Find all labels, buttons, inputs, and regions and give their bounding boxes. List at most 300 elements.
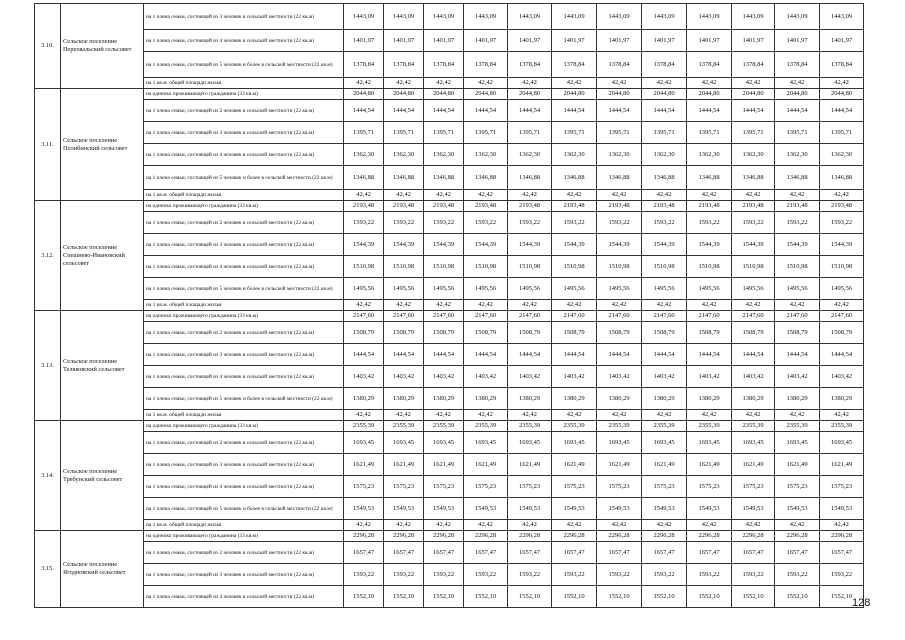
table-row [35, 234, 864, 256]
cost-value-cell: 42,42 [687, 410, 732, 421]
cost-value-cell: 42,42 [732, 410, 775, 421]
cost-value-cell: 2193,48 [464, 201, 508, 212]
cost-value-cell: 1657,47 [775, 542, 820, 564]
cost-value-cell: 1510,98 [687, 256, 732, 278]
norm-description: на 1 члена семьи, состоящей из 5 человек и более в сельской местности (22 кв.м) [144, 388, 344, 410]
cost-value-cell: 2296,28 [732, 531, 775, 542]
cost-value-cell: 1401,97 [464, 30, 508, 52]
cost-value-cell: 2147,60 [344, 311, 384, 322]
cost-value-cell: 1552,10 [642, 586, 687, 608]
cost-value-cell: 1575,23 [508, 476, 552, 498]
cost-value-cell: 1495,56 [344, 278, 384, 300]
cost-value-cell: 1380,29 [508, 388, 552, 410]
norm-description: на 1 кв.м. общей площади жилья [144, 300, 344, 311]
table-row [35, 144, 864, 166]
cost-value-cell: 1362,30 [597, 144, 642, 166]
norm-description: на 1 члена семьи, состоящей из 4 человек в сельской местности (22 кв.м) [144, 30, 344, 52]
table-row [35, 520, 864, 531]
cost-value-cell: 1444,54 [552, 100, 597, 122]
cost-value-cell: 1657,47 [642, 542, 687, 564]
cost-value-cell: 1657,47 [464, 542, 508, 564]
cost-value-cell: 1508,79 [508, 322, 552, 344]
cost-value-cell: 1395,71 [424, 122, 464, 144]
cost-value-cell: 1395,71 [464, 122, 508, 144]
norm-description: на 1 члена семьи, состоящей из 2 человек в сельской местности (22 кв.м) [144, 322, 344, 344]
cost-value-cell: 1544,39 [424, 234, 464, 256]
cost-value-cell: 42,42 [508, 190, 552, 201]
cost-value-cell: 1575,23 [597, 476, 642, 498]
cost-value-cell: 1378,84 [464, 52, 508, 78]
cost-value-cell: 42,42 [464, 190, 508, 201]
cost-value-cell: 1444,54 [344, 344, 384, 366]
cost-value-cell: 2355,39 [775, 421, 820, 432]
cost-value-cell: 1444,54 [384, 100, 424, 122]
cost-value-cell: 1444,54 [732, 100, 775, 122]
norm-description: на 1 члена семьи, состоящей из 3 человек в сельской местности (22 кв.м) [144, 4, 344, 30]
cost-value-cell: 1401,97 [642, 30, 687, 52]
cost-value-cell: 2044,80 [687, 89, 732, 100]
cost-value-cell: 1495,56 [464, 278, 508, 300]
cost-value-cell: 42,42 [424, 520, 464, 531]
row-number: 3.13. [35, 311, 61, 421]
cost-value-cell: 1575,23 [687, 476, 732, 498]
cost-value-cell: 1544,39 [344, 234, 384, 256]
cost-value-cell: 2147,60 [508, 311, 552, 322]
cost-value-cell: 1380,29 [552, 388, 597, 410]
cost-value-cell: 2044,80 [464, 89, 508, 100]
cost-value-cell: 2044,80 [384, 89, 424, 100]
cost-value-cell: 1593,22 [820, 564, 864, 586]
cost-value-cell: 42,42 [597, 410, 642, 421]
cost-value-cell: 1575,23 [820, 476, 864, 498]
cost-value-cell: 42,42 [384, 190, 424, 201]
cost-value-cell: 1401,97 [508, 30, 552, 52]
cost-value-cell: 42,42 [424, 410, 464, 421]
cost-value-cell: 42,42 [552, 78, 597, 89]
cost-value-cell: 1544,39 [732, 234, 775, 256]
cost-value-cell: 1378,84 [552, 52, 597, 78]
cost-value-cell: 1380,29 [642, 388, 687, 410]
cost-value-cell: 1362,30 [424, 144, 464, 166]
cost-value-cell: 1380,29 [384, 388, 424, 410]
cost-value-cell: 1444,54 [597, 100, 642, 122]
cost-value-cell: 42,42 [597, 78, 642, 89]
cost-value-cell: 1657,47 [820, 542, 864, 564]
cost-value-cell: 1346,88 [424, 166, 464, 190]
cost-value-cell: 1621,49 [642, 454, 687, 476]
cost-value-cell: 42,42 [508, 300, 552, 311]
cost-value-cell: 2355,39 [344, 421, 384, 432]
table-row [35, 322, 864, 344]
cost-value-cell: 1593,22 [597, 564, 642, 586]
cost-value-cell: 1403,42 [508, 366, 552, 388]
cost-value-cell: 1403,42 [464, 366, 508, 388]
cost-value-cell: 1593,22 [384, 212, 424, 234]
cost-value-cell: 2147,60 [464, 311, 508, 322]
cost-value-cell: 1593,22 [344, 564, 384, 586]
cost-value-cell: 1544,39 [597, 234, 642, 256]
cost-value-cell: 1544,39 [464, 234, 508, 256]
cost-value-cell: 1401,97 [552, 30, 597, 52]
cost-value-cell: 1395,71 [732, 122, 775, 144]
table-row [35, 122, 864, 144]
cost-value-cell: 1552,10 [508, 586, 552, 608]
row-number: 3.15. [35, 531, 61, 608]
cost-value-cell: 1693,45 [732, 432, 775, 454]
cost-value-cell: 1380,29 [775, 388, 820, 410]
norm-description: на 1 кв.м. общей площади жилья [144, 190, 344, 201]
cost-value-cell: 1495,56 [597, 278, 642, 300]
cost-value-cell: 1508,79 [597, 322, 642, 344]
cost-value-cell: 1508,79 [642, 322, 687, 344]
cost-value-cell: 1510,98 [552, 256, 597, 278]
cost-value-cell: 2296,28 [597, 531, 642, 542]
cost-value-cell: 1495,56 [687, 278, 732, 300]
table-row [35, 300, 864, 311]
cost-value-cell: 1346,88 [464, 166, 508, 190]
cost-value-cell: 1444,54 [508, 100, 552, 122]
cost-value-cell: 1403,42 [424, 366, 464, 388]
table-row [35, 432, 864, 454]
cost-value-cell: 1575,23 [552, 476, 597, 498]
cost-value-cell: 1495,56 [820, 278, 864, 300]
cost-value-cell: 1593,22 [508, 212, 552, 234]
cost-value-cell: 1544,39 [642, 234, 687, 256]
cost-value-cell: 2044,80 [424, 89, 464, 100]
cost-value-cell: 1495,56 [508, 278, 552, 300]
norm-description: на 1 кв.м. общей площади жилья [144, 520, 344, 531]
cost-value-cell: 1510,98 [732, 256, 775, 278]
cost-value-cell: 1444,54 [775, 100, 820, 122]
norm-description: на одиноко проживающего гражданина (33 кв.м) [144, 421, 344, 432]
table-row [35, 454, 864, 476]
table-row [35, 498, 864, 520]
cost-value-cell: 2355,39 [424, 421, 464, 432]
table-row [35, 89, 864, 100]
cost-value-cell: 1346,88 [775, 166, 820, 190]
cost-value-cell: 1403,42 [344, 366, 384, 388]
cost-value-cell: 42,42 [508, 78, 552, 89]
cost-value-cell: 1444,54 [424, 100, 464, 122]
table-row [35, 531, 864, 542]
cost-value-cell: 1403,42 [687, 366, 732, 388]
cost-value-cell: 42,42 [464, 78, 508, 89]
cost-value-cell: 1395,71 [344, 122, 384, 144]
cost-value-cell: 1508,79 [820, 322, 864, 344]
row-number: 3.12. [35, 201, 61, 311]
row-number: 3.14. [35, 421, 61, 531]
cost-value-cell: 42,42 [775, 190, 820, 201]
cost-value-cell: 1495,56 [424, 278, 464, 300]
cost-value-cell: 1552,10 [732, 586, 775, 608]
table-row [35, 166, 864, 190]
cost-value-cell: 1362,30 [732, 144, 775, 166]
cost-value-cell: 2147,60 [424, 311, 464, 322]
settlement-name: Сельское поселение Требунский сельсовет [61, 421, 144, 531]
cost-value-cell: 1552,10 [820, 586, 864, 608]
cost-value-cell: 1378,84 [424, 52, 464, 78]
cost-value-cell: 2193,48 [552, 201, 597, 212]
cost-value-cell: 2355,39 [384, 421, 424, 432]
cost-value-cell: 1621,49 [424, 454, 464, 476]
cost-value-cell: 2193,48 [642, 201, 687, 212]
cost-value-cell: 1657,47 [424, 542, 464, 564]
cost-value-cell: 42,42 [384, 300, 424, 311]
table-row [35, 476, 864, 498]
cost-value-cell: 1549,53 [820, 498, 864, 520]
cost-value-cell: 2147,60 [642, 311, 687, 322]
cost-value-cell: 1593,22 [732, 564, 775, 586]
cost-value-cell: 1544,39 [508, 234, 552, 256]
cost-value-cell: 2296,28 [424, 531, 464, 542]
norm-description: на 1 члена семьи, состоящей из 3 человек в сельской местности (22 кв.м) [144, 564, 344, 586]
cost-value-cell: 42,42 [775, 410, 820, 421]
cost-value-cell: 1510,98 [424, 256, 464, 278]
cost-value-cell: 42,42 [464, 410, 508, 421]
cost-value-cell: 1380,29 [424, 388, 464, 410]
cost-value-cell: 42,42 [732, 190, 775, 201]
cost-value-cell: 42,42 [775, 78, 820, 89]
cost-value-cell: 42,42 [687, 78, 732, 89]
cost-value-cell: 42,42 [642, 520, 687, 531]
cost-value-cell: 2044,80 [820, 89, 864, 100]
norm-description: на одиноко проживающего гражданина (33 кв.м) [144, 201, 344, 212]
cost-value-cell: 2193,48 [820, 201, 864, 212]
cost-value-cell: 1552,10 [464, 586, 508, 608]
cost-value-cell: 1443,09 [508, 4, 552, 30]
cost-value-cell: 1362,30 [642, 144, 687, 166]
cost-value-cell: 2296,28 [508, 531, 552, 542]
cost-value-cell: 1403,42 [384, 366, 424, 388]
cost-value-cell: 1575,23 [424, 476, 464, 498]
norm-description: на 1 члена семьи, состоящей из 5 человек и более в сельской местности (22 кв.м) [144, 278, 344, 300]
cost-value-cell: 1621,49 [508, 454, 552, 476]
table-row [35, 78, 864, 89]
table-row [35, 190, 864, 201]
cost-value-cell: 1395,71 [552, 122, 597, 144]
table-row [35, 30, 864, 52]
cost-value-cell: 1380,29 [687, 388, 732, 410]
cost-value-cell: 1401,97 [775, 30, 820, 52]
cost-value-cell: 1657,47 [344, 542, 384, 564]
cost-value-cell: 1549,53 [642, 498, 687, 520]
page-number: 128 [852, 597, 871, 609]
cost-value-cell: 1552,10 [687, 586, 732, 608]
cost-value-cell: 42,42 [642, 300, 687, 311]
cost-value-cell: 1510,98 [775, 256, 820, 278]
cost-value-cell: 2296,28 [464, 531, 508, 542]
cost-value-cell: 1362,30 [344, 144, 384, 166]
cost-value-cell: 42,42 [775, 300, 820, 311]
cost-value-cell: 1378,84 [820, 52, 864, 78]
cost-value-cell: 1552,10 [344, 586, 384, 608]
cost-value-cell: 1443,09 [384, 4, 424, 30]
cost-value-cell: 1380,29 [820, 388, 864, 410]
cost-value-cell: 1395,71 [642, 122, 687, 144]
cost-value-cell: 1657,47 [597, 542, 642, 564]
cost-value-cell: 42,42 [820, 520, 864, 531]
cost-value-cell: 1549,53 [597, 498, 642, 520]
table-row [35, 388, 864, 410]
cost-value-cell: 2147,60 [775, 311, 820, 322]
cost-value-cell: 1495,56 [732, 278, 775, 300]
cost-value-cell: 1549,53 [508, 498, 552, 520]
cost-value-cell: 42,42 [732, 78, 775, 89]
cost-value-cell: 2355,39 [820, 421, 864, 432]
cost-value-cell: 1510,98 [642, 256, 687, 278]
cost-value-cell: 1346,88 [552, 166, 597, 190]
cost-value-cell: 1443,09 [464, 4, 508, 30]
norm-description: на 1 члена семьи, состоящей из 4 человек в сельской местности (22 кв.м) [144, 144, 344, 166]
cost-value-cell: 1395,71 [775, 122, 820, 144]
cost-value-cell: 1495,56 [775, 278, 820, 300]
table-row [35, 201, 864, 212]
cost-value-cell: 1403,42 [597, 366, 642, 388]
settlement-name: Сельское поселение Перехвальский сельсовет [61, 4, 144, 89]
table-row [35, 410, 864, 421]
cost-value-cell: 2296,28 [344, 531, 384, 542]
cost-value-cell: 2296,28 [642, 531, 687, 542]
cost-value-cell: 2044,80 [775, 89, 820, 100]
cost-value-cell: 1378,84 [687, 52, 732, 78]
cost-value-cell: 1552,10 [384, 586, 424, 608]
cost-value-cell: 1593,22 [687, 564, 732, 586]
cost-value-cell: 2044,80 [552, 89, 597, 100]
cost-value-cell: 1401,97 [732, 30, 775, 52]
cost-value-cell: 2193,48 [597, 201, 642, 212]
cost-value-cell: 42,42 [642, 190, 687, 201]
cost-value-cell: 1508,79 [464, 322, 508, 344]
cost-value-cell: 1443,09 [344, 4, 384, 30]
cost-value-cell: 1510,98 [384, 256, 424, 278]
cost-value-cell: 1403,42 [552, 366, 597, 388]
cost-value-cell: 1510,98 [597, 256, 642, 278]
cost-value-cell: 1575,23 [464, 476, 508, 498]
cost-value-cell: 1380,29 [464, 388, 508, 410]
cost-value-cell: 1593,22 [642, 564, 687, 586]
table-row [35, 278, 864, 300]
cost-value-cell: 1495,56 [642, 278, 687, 300]
norm-description: на 1 члена семьи, состоящей из 5 человек и более в сельской местности (22 кв.м) [144, 498, 344, 520]
norm-description: на 1 члена семьи, состоящей из 5 человек и более в сельской местности (22 кв.м) [144, 52, 344, 78]
cost-value-cell: 42,42 [732, 300, 775, 311]
norm-description: на 1 члена семьи, состоящей из 2 человек в сельской местности (22 кв.м) [144, 100, 344, 122]
cost-value-cell: 1621,49 [597, 454, 642, 476]
cost-value-cell: 1346,88 [597, 166, 642, 190]
cost-value-cell: 1552,10 [552, 586, 597, 608]
norm-description: на 1 члена семьи, состоящей из 3 человек в сельской местности (22 кв.м) [144, 454, 344, 476]
settlement-name: Сельское поселение Теляковский сельсовет [61, 311, 144, 421]
cost-value-cell: 2193,48 [775, 201, 820, 212]
cost-value-cell: 1621,49 [732, 454, 775, 476]
cost-value-cell: 1403,42 [775, 366, 820, 388]
cost-value-cell: 1443,09 [552, 4, 597, 30]
cost-value-cell: 1657,47 [508, 542, 552, 564]
cost-value-cell: 42,42 [344, 520, 384, 531]
cost-value-cell: 2193,48 [344, 201, 384, 212]
cost-value-cell: 42,42 [687, 300, 732, 311]
cost-value-cell: 1621,49 [687, 454, 732, 476]
cost-value-cell: 2193,48 [508, 201, 552, 212]
table-row [35, 366, 864, 388]
cost-value-cell: 2147,60 [597, 311, 642, 322]
norm-description: на 1 кв.м. общей площади жилья [144, 78, 344, 89]
cost-value-cell: 1401,97 [424, 30, 464, 52]
cost-value-cell: 42,42 [820, 410, 864, 421]
cost-value-cell: 2044,80 [642, 89, 687, 100]
norm-description: на 1 члена семьи, состоящей из 4 человек в сельской местности (22 кв.м) [144, 586, 344, 608]
settlement-name: Сельское поселение Полибинский сельсовет [61, 89, 144, 201]
cost-value-cell: 1378,84 [732, 52, 775, 78]
cost-value-cell: 1575,23 [384, 476, 424, 498]
cost-value-cell: 1378,84 [508, 52, 552, 78]
table-row [35, 212, 864, 234]
cost-value-cell: 1508,79 [552, 322, 597, 344]
cost-value-cell: 42,42 [508, 410, 552, 421]
norm-description: на одиноко проживающего гражданина (33 кв.м) [144, 311, 344, 322]
cost-value-cell: 1443,09 [424, 4, 464, 30]
cost-value-cell: 1575,23 [642, 476, 687, 498]
cost-value-cell: 1621,49 [775, 454, 820, 476]
cost-value-cell: 2355,39 [508, 421, 552, 432]
cost-value-cell: 1593,22 [424, 564, 464, 586]
cost-value-cell: 1378,84 [775, 52, 820, 78]
cost-value-cell: 1593,22 [508, 564, 552, 586]
cost-value-cell: 42,42 [687, 190, 732, 201]
cost-value-cell: 2147,60 [820, 311, 864, 322]
row-number: 3.11. [35, 89, 61, 201]
cost-value-cell: 1443,09 [597, 4, 642, 30]
cost-value-cell: 2296,28 [775, 531, 820, 542]
cost-value-cell: 1621,49 [344, 454, 384, 476]
cost-value-cell: 1444,54 [775, 344, 820, 366]
cost-value-cell: 1575,23 [344, 476, 384, 498]
norm-description: на 1 члена семьи, состоящей из 3 человек в сельской местности (22 кв.м) [144, 234, 344, 256]
cost-value-cell: 1549,53 [775, 498, 820, 520]
cost-value-cell: 1693,45 [508, 432, 552, 454]
cost-value-cell: 1380,29 [344, 388, 384, 410]
cost-value-cell: 1444,54 [424, 344, 464, 366]
cost-value-cell: 1549,53 [424, 498, 464, 520]
cost-value-cell: 1401,97 [687, 30, 732, 52]
norm-description: на одиноко проживающего гражданина (33 кв.м) [144, 531, 344, 542]
norm-description: на 1 члена семьи, состоящей из 2 человек в сельской местности (22 кв.м) [144, 212, 344, 234]
norm-description: на 1 члена семьи, состоящей из 4 человек в сельской местности (22 кв.м) [144, 256, 344, 278]
cost-value-cell: 1575,23 [732, 476, 775, 498]
cost-value-cell: 42,42 [820, 78, 864, 89]
cost-value-cell: 1403,42 [820, 366, 864, 388]
cost-value-cell: 1593,22 [642, 212, 687, 234]
cost-value-cell: 2355,39 [687, 421, 732, 432]
cost-value-cell: 2296,28 [552, 531, 597, 542]
cost-value-cell: 42,42 [732, 520, 775, 531]
cost-value-cell: 42,42 [775, 520, 820, 531]
cost-value-cell: 1544,39 [775, 234, 820, 256]
cost-value-cell: 1401,97 [384, 30, 424, 52]
cost-value-cell: 2296,28 [687, 531, 732, 542]
cost-value-cell: 1593,22 [464, 564, 508, 586]
cost-value-cell: 42,42 [820, 190, 864, 201]
cost-value-cell: 1593,22 [552, 564, 597, 586]
cost-value-cell: 1693,45 [642, 432, 687, 454]
cost-value-cell: 1508,79 [384, 322, 424, 344]
cost-value-cell: 1444,54 [597, 344, 642, 366]
cost-value-cell: 2044,80 [344, 89, 384, 100]
cost-value-cell: 1593,22 [464, 212, 508, 234]
cost-value-cell: 1401,97 [597, 30, 642, 52]
cost-value-cell: 1346,88 [820, 166, 864, 190]
cost-value-cell: 2355,39 [732, 421, 775, 432]
